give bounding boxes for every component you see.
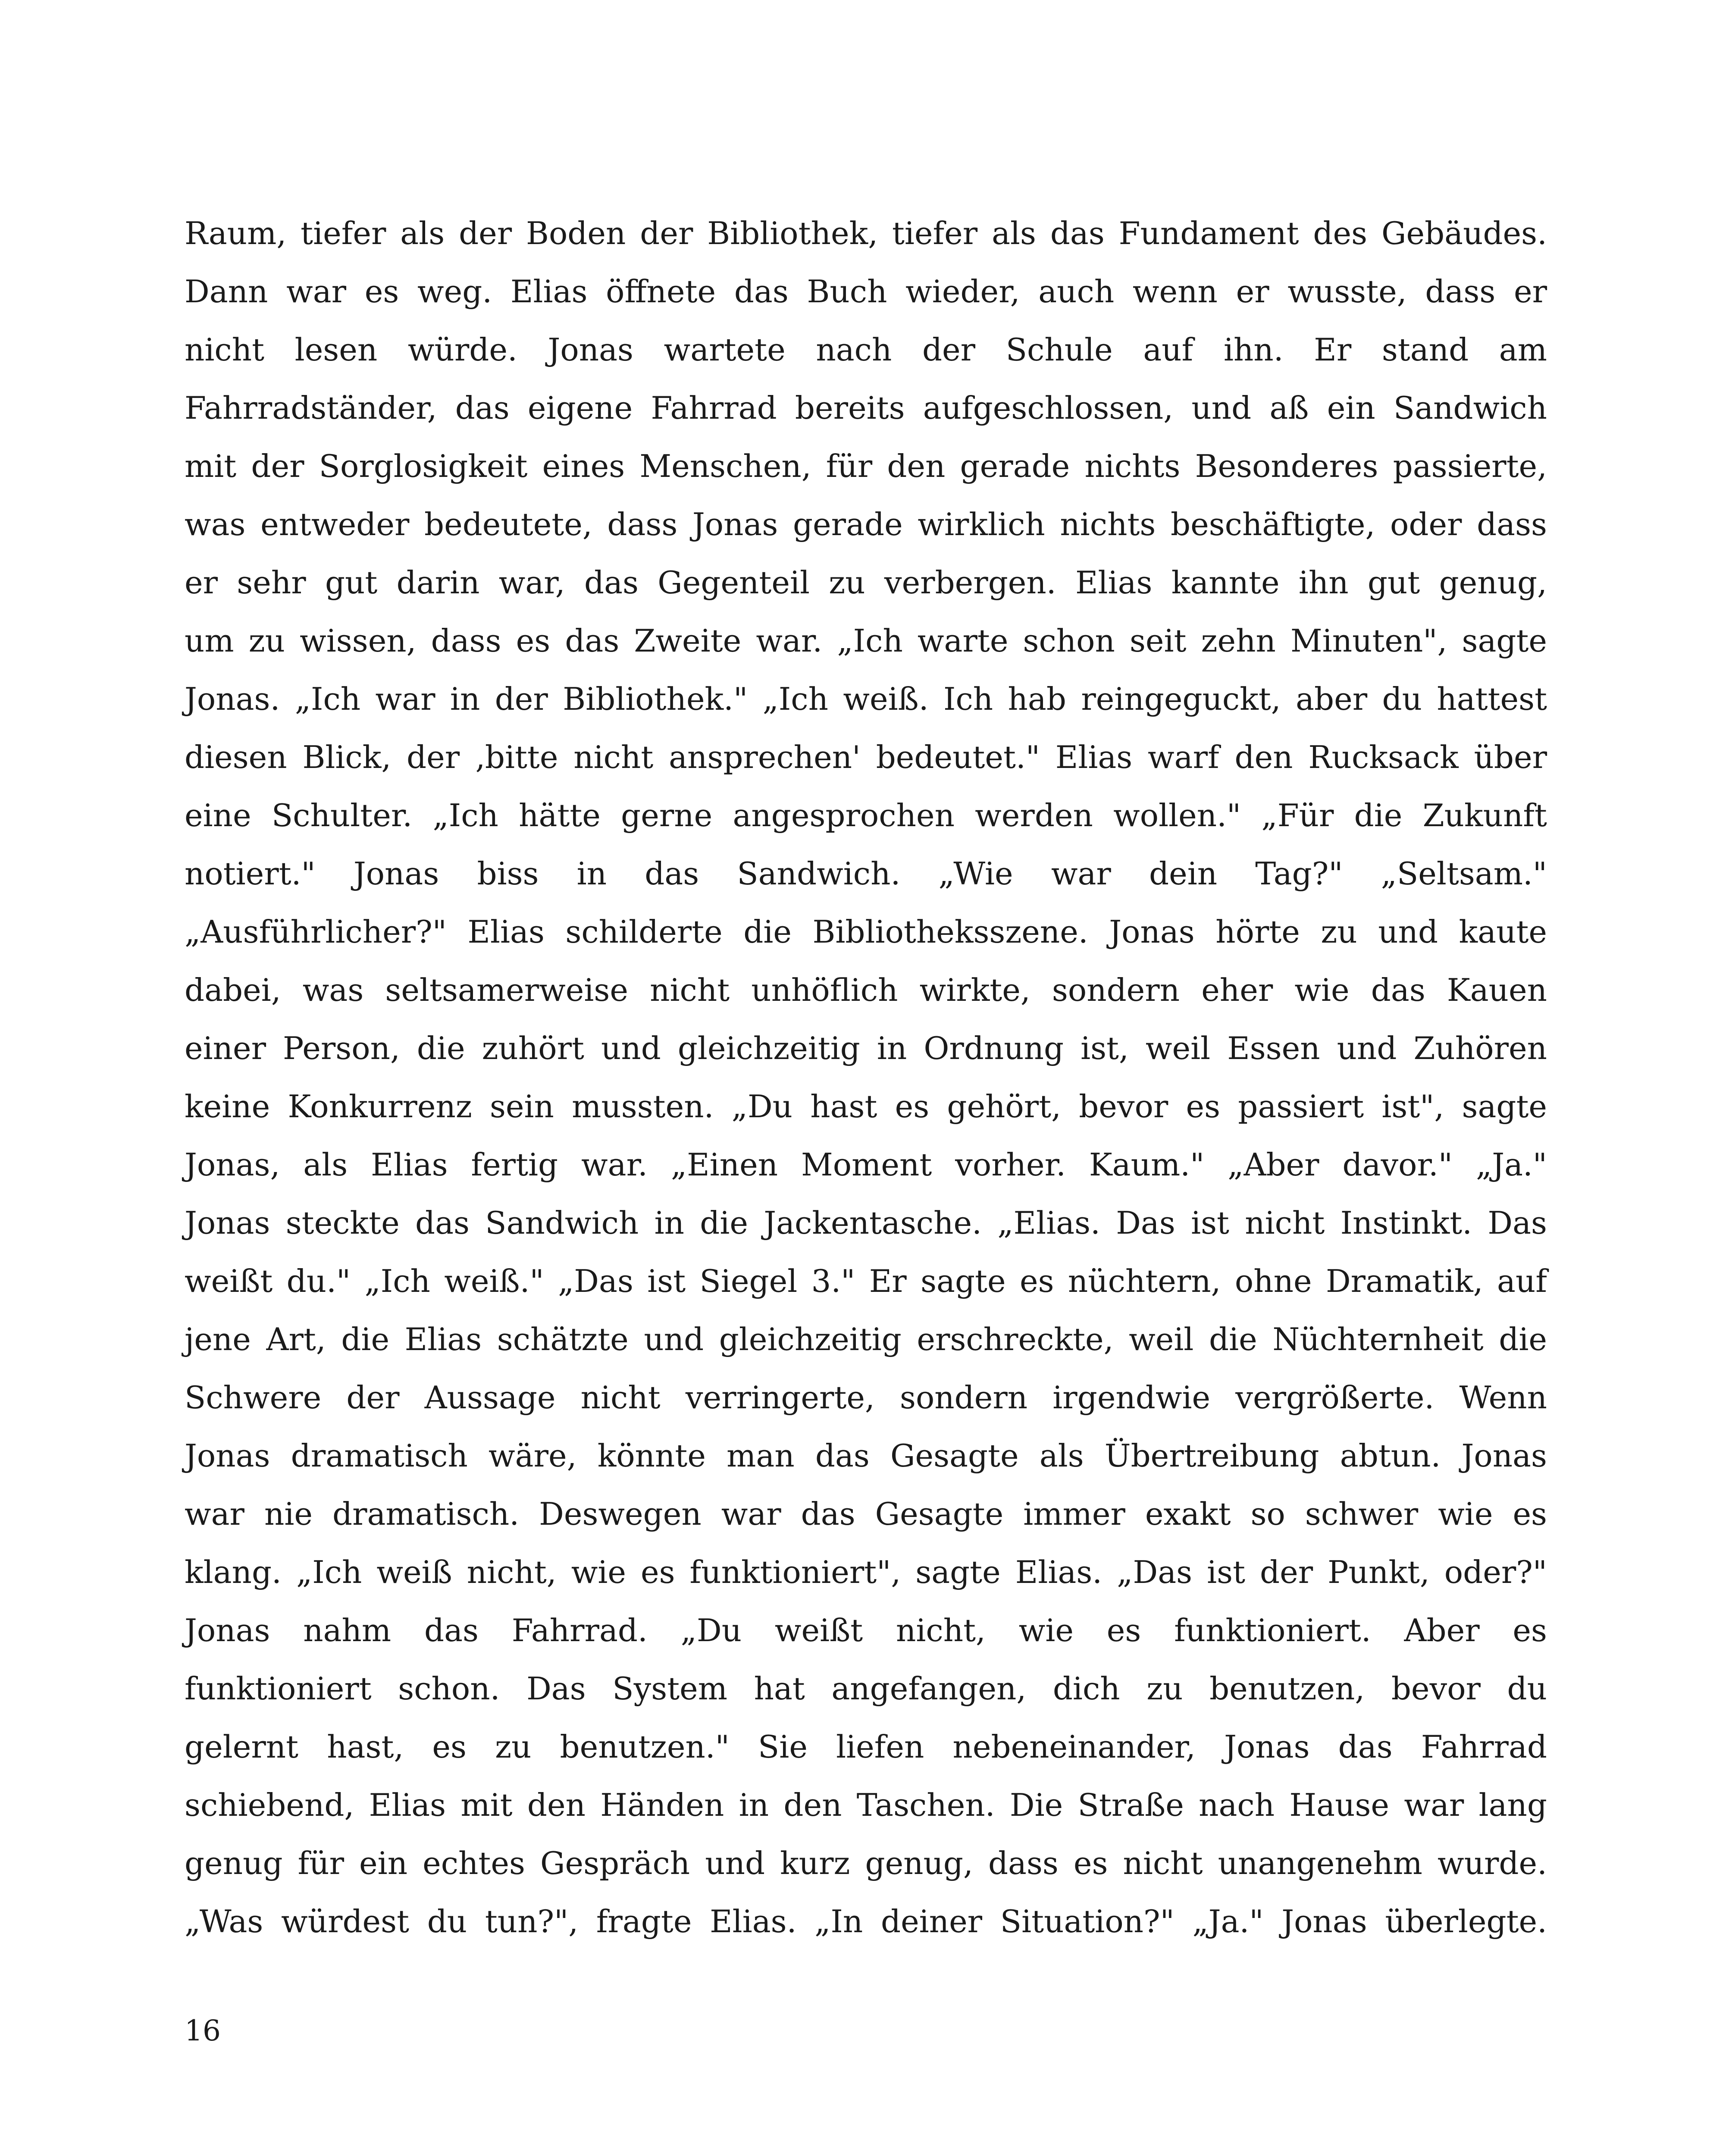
text-line: Jonas nahm das Fahrrad. „Du weißt nicht, wie es funktioniert. Aber es xyxy=(185,1612,1547,1648)
text-line: mit der Sorglosigkeit eines Menschen, für den gerade nichts Besonderes passierte, xyxy=(185,448,1547,484)
text-line: Jonas dramatisch wäre, könnte man das Gesagte als Übertreibung abtun. Jonas xyxy=(185,1438,1547,1474)
text-line: genug für ein echtes Gespräch und kurz genug, dass es nicht unangenehm wurde. xyxy=(185,1845,1547,1881)
text-line: gelernt hast, es zu benutzen." Sie liefen nebeneinander, Jonas das Fahrrad xyxy=(185,1729,1547,1765)
text-line: um zu wissen, dass es das Zweite war. „Ich warte schon seit zehn Minuten", sagte xyxy=(185,623,1547,659)
text-line: war nie dramatisch. Deswegen war das Gesagte immer exakt so schwer wie es xyxy=(185,1496,1547,1532)
text-line: notiert." Jonas biss in das Sandwich. „Wie war dein Tag?" „Seltsam." xyxy=(185,856,1547,892)
text-line: funktioniert schon. Das System hat angefangen, dich zu benutzen, bevor du xyxy=(185,1670,1547,1707)
text-line: Jonas. „Ich war in der Bibliothek." „Ich weiß. Ich hab reingeguckt, aber du hattest xyxy=(185,681,1547,717)
text-line: Jonas, als Elias fertig war. „Einen Moment vorher. Kaum." „Aber davor." „Ja." xyxy=(185,1147,1547,1183)
text-line: weißt du." „Ich weiß." „Das ist Siegel 3." Er sagte es nüchtern, ohne Dramatik, auf xyxy=(185,1263,1547,1299)
text-line: Raum, tiefer als der Boden der Bibliothek, tiefer als das Fundament des Gebäudes. xyxy=(185,215,1547,251)
text-line: „Ausführlicher?" Elias schilderte die Bibliotheksszene. Jonas hörte zu und kaute xyxy=(185,914,1547,950)
text-line: er sehr gut darin war, das Gegenteil zu verbergen. Elias kannte ihn gut genug, xyxy=(185,564,1547,601)
text-line: Schwere der Aussage nicht verringerte, sondern irgendwie vergrößerte. Wenn xyxy=(185,1379,1547,1416)
body-text xyxy=(185,204,1547,1951)
text-line: nicht lesen würde. Jonas wartete nach der Schule auf ihn. Er stand am xyxy=(185,332,1547,368)
text-line: klang. „Ich weiß nicht, wie es funktioniert", sagte Elias. „Das ist der Punkt, oder?" xyxy=(185,1554,1547,1590)
text-line: Jonas steckte das Sandwich in die Jackentasche. „Elias. Das ist nicht Instinkt. Das xyxy=(185,1205,1547,1241)
text-line: was entweder bedeutete, dass Jonas gerade wirklich nichts beschäftigte, oder dass xyxy=(185,506,1547,542)
text-line: einer Person, die zuhört und gleichzeitig in Ordnung ist, weil Essen und Zuhören xyxy=(185,1030,1547,1066)
text-line: Dann war es weg. Elias öffnete das Buch wieder, auch wenn er wusste, dass er xyxy=(185,273,1547,310)
text-line: eine Schulter. „Ich hätte gerne angesprochen werden wollen." „Für die Zukunft xyxy=(185,797,1547,834)
text-line: „Was würdest du tun?", fragte Elias. „In deiner Situation?" „Ja." Jonas überlegte. xyxy=(185,1903,1547,1940)
text-line: dabei, was seltsamerweise nicht unhöflich wirkte, sondern eher wie das Kauen xyxy=(185,972,1547,1008)
text-line: keine Konkurrenz sein mussten. „Du hast es gehört, bevor es passiert ist", sagte xyxy=(185,1088,1547,1125)
text-line: jene Art, die Elias schätzte und gleichzeitig erschreckte, weil die Nüchternheit die xyxy=(185,1321,1547,1357)
text-line: Fahrradständer, das eigene Fahrrad bereits aufgeschlossen, und aß ein Sandwich xyxy=(185,390,1547,426)
page-number: 16 xyxy=(185,2014,221,2047)
text-line: schiebend, Elias mit den Händen in den Taschen. Die Straße nach Hause war lang xyxy=(185,1787,1547,1823)
text-line: diesen Blick, der ‚bitte nicht ansprechen' bedeutet." Elias warf den Rucksack über xyxy=(185,739,1547,775)
